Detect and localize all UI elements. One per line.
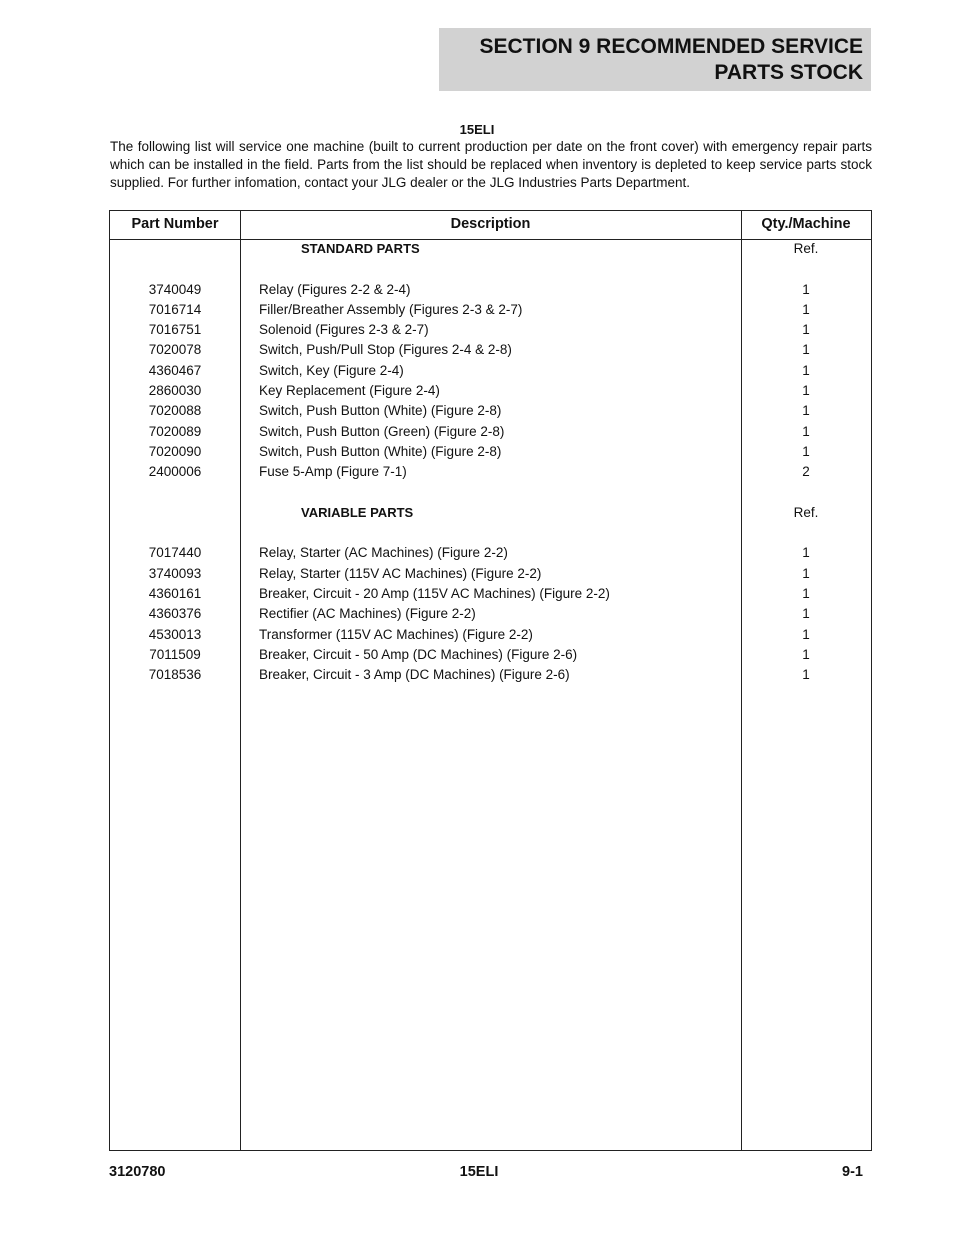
qty-cell: 1 xyxy=(802,362,810,378)
table-row xyxy=(110,665,871,685)
part-number-cell: 7020090 xyxy=(148,443,202,459)
table-row xyxy=(110,625,871,645)
qty-cell: 1 xyxy=(802,565,810,581)
part-number-cell: 4360161 xyxy=(148,586,202,602)
parts-table xyxy=(109,210,872,1151)
header-part-number: Part Number xyxy=(131,216,219,232)
section-heading: STANDARD PARTS xyxy=(301,241,420,256)
part-number-cell: 3740049 xyxy=(148,281,202,297)
section-heading-row xyxy=(110,239,871,259)
part-number-cell: 7018536 xyxy=(148,667,202,683)
part-number-cell: 7011509 xyxy=(149,646,201,662)
qty-cell: 1 xyxy=(802,626,810,642)
description-cell: Fuse 5-Amp (Figure 7-1) xyxy=(259,464,407,480)
footer-model: 15ELI xyxy=(459,1164,499,1180)
table-row xyxy=(110,300,871,320)
table-row xyxy=(110,401,871,421)
description-cell: Breaker, Circuit - 3 Amp (DC Machines) (Figure 2-6) xyxy=(259,667,570,683)
description-cell: Switch, Push Button (White) (Figure 2-8) xyxy=(259,443,502,459)
qty-cell: 1 xyxy=(802,667,810,683)
table-row xyxy=(110,584,871,604)
table-row xyxy=(110,280,871,300)
part-number-cell: 2860030 xyxy=(148,383,202,399)
part-number-cell: 7020088 xyxy=(148,403,202,419)
description-cell: Breaker, Circuit - 20 Amp (115V AC Machines) (Figure 2-2) xyxy=(259,586,610,602)
description-cell: Relay (Figures 2-2 & 2-4) xyxy=(259,281,411,297)
section-heading-row xyxy=(110,503,871,523)
part-number-cell: 7016714 xyxy=(148,301,202,317)
description-cell: Switch, Push/Pull Stop (Figures 2-4 & 2-8) xyxy=(259,342,512,358)
part-number-cell: 7016751 xyxy=(148,322,202,338)
table-header-row xyxy=(110,211,871,240)
description-cell: Key Replacement (Figure 2-4) xyxy=(259,383,440,399)
section-title-box xyxy=(439,28,871,91)
description-cell: Transformer (115V AC Machines) (Figure 2-2) xyxy=(259,626,533,642)
description-cell: Rectifier (AC Machines) (Figure 2-2) xyxy=(259,606,476,622)
description-cell: Switch, Push Button (Green) (Figure 2-8) xyxy=(259,423,505,439)
qty-cell: 1 xyxy=(802,423,810,439)
description-cell: Breaker, Circuit - 50 Amp (DC Machines) (Figure 2-6) xyxy=(259,646,578,662)
part-number-cell: 7020078 xyxy=(148,342,202,358)
part-number-cell: 4530013 xyxy=(148,626,202,642)
qty-cell: Ref. xyxy=(793,241,819,256)
description-cell: Switch, Push Button (White) (Figure 2-8) xyxy=(259,403,502,419)
table-row xyxy=(110,543,871,563)
qty-cell: 1 xyxy=(802,322,810,338)
description-cell: Switch, Key (Figure 2-4) xyxy=(259,362,404,378)
model-heading: 15ELI xyxy=(459,122,495,137)
table-row xyxy=(110,442,871,462)
footer-page-number: 9-1 xyxy=(842,1164,863,1180)
description-cell: Relay, Starter (AC Machines) (Figure 2-2) xyxy=(259,545,508,561)
header-description: Description xyxy=(450,216,531,232)
part-number-cell: 4360467 xyxy=(148,362,202,378)
qty-cell: 1 xyxy=(802,301,810,317)
qty-cell: 1 xyxy=(802,403,810,419)
spacer-row xyxy=(110,523,871,543)
table-row xyxy=(110,320,871,340)
table-row xyxy=(110,340,871,360)
qty-cell: 1 xyxy=(802,545,810,561)
part-number-cell: 3740093 xyxy=(148,565,202,581)
qty-cell: 1 xyxy=(802,281,810,297)
qty-cell: 1 xyxy=(802,606,810,622)
qty-cell: 2 xyxy=(802,464,810,480)
part-number-cell: 7017440 xyxy=(148,545,202,561)
table-row xyxy=(110,361,871,381)
qty-cell: 1 xyxy=(802,586,810,602)
table-row xyxy=(110,645,871,665)
qty-cell: 1 xyxy=(802,383,810,399)
part-number-cell: 2400006 xyxy=(148,464,202,480)
part-number-cell: 7020089 xyxy=(148,423,202,439)
intro-paragraph: The following list will service one machine (built to current production per date on the front cover) with emergency repair parts which can be installed in the field. Parts from the list should be replaced when inventory is depleted to keep service parts stock supplied. For further infomation, contact your JLG dealer or the JLG Industries Parts Department. xyxy=(110,139,872,190)
table-row xyxy=(110,381,871,401)
header-qty-machine: Qty./Machine xyxy=(761,216,851,232)
part-number-cell: 4360376 xyxy=(148,606,202,622)
table-row xyxy=(110,422,871,442)
table-row xyxy=(110,604,871,624)
qty-cell: 1 xyxy=(802,443,810,459)
section-title-line1: SECTION 9 RECOMMENDED SERVICE xyxy=(479,34,863,58)
description-cell: Relay, Starter (115V AC Machines) (Figure 2-2) xyxy=(259,565,542,581)
qty-cell: Ref. xyxy=(793,504,819,520)
table-row xyxy=(110,564,871,584)
description-cell: Solenoid (Figures 2-3 & 2-7) xyxy=(259,322,429,338)
qty-cell: 1 xyxy=(802,342,810,358)
section-heading: VARIABLE PARTS xyxy=(301,504,414,520)
qty-cell: 1 xyxy=(802,646,810,662)
spacer-row xyxy=(110,259,871,279)
description-cell: Filler/Breather Assembly (Figures 2-3 & 2-7) xyxy=(259,301,523,317)
footer-doc-number: 3120780 xyxy=(109,1164,166,1180)
table-row xyxy=(110,462,871,482)
spacer-row xyxy=(110,483,871,503)
table-body xyxy=(110,239,871,686)
section-title-line2: PARTS STOCK xyxy=(714,60,863,84)
